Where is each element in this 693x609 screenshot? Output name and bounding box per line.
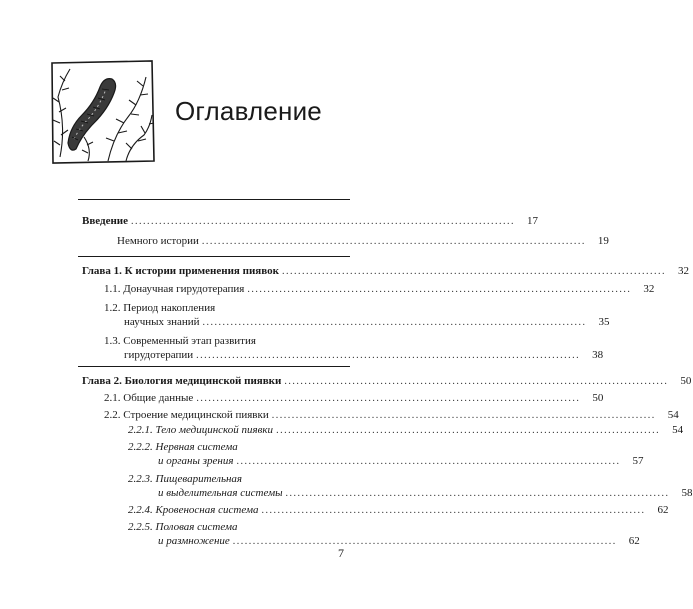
- toc-entry-label: гирудотерапии: [124, 349, 194, 361]
- toc-entry-page: 62: [657, 504, 669, 516]
- leader-dots: ................................................................................................: [202, 317, 587, 328]
- toc-entry-page: 38: [592, 349, 604, 361]
- page-number: 7: [338, 546, 344, 560]
- toc-entry-label-line: 1.3. Современный этап развития: [104, 335, 256, 347]
- leader-dots: ................................................................................................: [196, 393, 581, 404]
- toc-entry-2-2[interactable]: [104, 408, 679, 423]
- leader-dots: ................................................................................................: [276, 425, 661, 436]
- toc-entry-label-line: 1.2. Период накопления: [104, 302, 216, 314]
- toc-entry-page: 58: [681, 487, 693, 499]
- toc-entry-1-2[interactable]: [104, 301, 610, 330]
- leader-dots: ................................................................................................: [281, 266, 666, 277]
- toc-entry-page: 62: [628, 535, 640, 547]
- toc-entry-page: 17: [527, 215, 539, 227]
- toc-entry-label-line: 2.2.5. Половая система: [128, 521, 238, 533]
- toc-entry-2-2-1[interactable]: [128, 423, 684, 438]
- toc-entry-page: 54: [672, 424, 684, 436]
- toc-entry-label: 2.2.1. Тело медицинской пиявки: [128, 424, 274, 436]
- toc-entry-label: и выделительная системы: [158, 487, 283, 499]
- toc-entry-1-3[interactable]: [104, 334, 604, 363]
- toc-entry-label-line: 2.2.3. Пищеварительная: [128, 473, 243, 485]
- toc-entry-1-1[interactable]: [104, 282, 655, 297]
- leader-dots: ................................................................................................: [232, 536, 617, 547]
- toc-entry-page: 32: [677, 265, 689, 277]
- leader-dots: ................................................................................................: [284, 376, 669, 387]
- toc-entry-2-2-4[interactable]: [128, 503, 669, 518]
- top-rule: [78, 199, 350, 200]
- toc-entry-page: 35: [598, 316, 610, 328]
- toc-entry-chapter-1[interactable]: [82, 264, 689, 279]
- toc-title: Оглавление: [175, 96, 322, 126]
- toc-entry-2-1[interactable]: [104, 391, 604, 406]
- toc-entry-page: 54: [667, 409, 679, 421]
- toc-entry-label: 2.2.4. Кровеносная система: [128, 504, 259, 516]
- toc-entry-page: 50: [592, 392, 604, 404]
- toc-entry-label: 1.1. Донаучная гирудотерапия: [104, 283, 245, 295]
- leader-dots: ................................................................................................: [201, 236, 586, 247]
- toc-entry-label: 2.2. Строение медицинской пиявки: [104, 409, 269, 421]
- toc-entry-page: 50: [680, 375, 692, 387]
- leader-dots: ................................................................................................: [261, 505, 646, 516]
- toc-entry-label: Глава 2. Биология медицинской пиявки: [82, 375, 282, 387]
- toc-entry-label-line: 2.2.2. Нервная система: [128, 441, 238, 453]
- separator-rule: [78, 366, 350, 367]
- toc-entry-2-2-3[interactable]: [128, 472, 693, 501]
- leader-dots: ................................................................................................: [196, 350, 581, 361]
- leader-dots: ................................................................................................: [271, 410, 656, 421]
- toc-entry-introduction[interactable]: [82, 214, 539, 229]
- leader-dots: ................................................................................................: [131, 216, 516, 227]
- toc-entry-page: 19: [597, 235, 609, 247]
- toc-entry-label: Немного истории: [117, 235, 199, 247]
- toc-entry-page: 57: [632, 455, 644, 467]
- toc-entry-label: научных знаний: [124, 316, 200, 328]
- toc-entry-label: Глава 1. К истории применения пиявок: [82, 265, 279, 277]
- toc-entry-history[interactable]: [117, 234, 609, 249]
- toc-entry-2-2-2[interactable]: [128, 440, 644, 469]
- toc-entry-2-2-5[interactable]: [128, 520, 640, 549]
- toc-entry-label: 2.1. Общие данные: [104, 392, 194, 404]
- separator-rule: [78, 256, 350, 257]
- toc-entry-chapter-2[interactable]: [82, 374, 692, 389]
- leader-dots: ................................................................................................: [285, 488, 670, 499]
- toc-entry-page: 32: [643, 283, 655, 295]
- toc-entry-label: и органы зрения: [158, 455, 234, 467]
- toc-entry-label: и размножение: [158, 535, 230, 547]
- leader-dots: ................................................................................................: [236, 456, 621, 467]
- toc-entry-label: Введение: [82, 215, 129, 227]
- leader-dots: ................................................................................................: [247, 284, 632, 295]
